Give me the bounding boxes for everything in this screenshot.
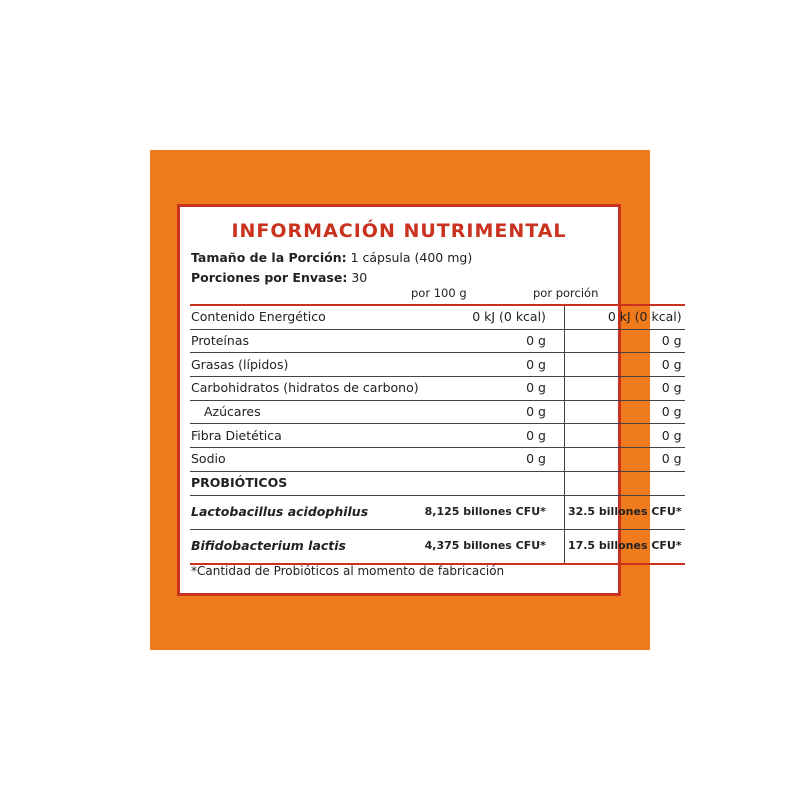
nutrient-perserving: 0 g — [564, 353, 684, 377]
column-header-perserving: por porción — [533, 286, 599, 300]
column-header-per100: por 100 g — [411, 286, 467, 300]
nutrient-per100: 0 g — [422, 424, 565, 448]
table-row — [190, 495, 685, 529]
table-row — [190, 329, 685, 353]
probiotic-per100: 4,375 billones CFU* — [422, 529, 565, 564]
nutrient-name: Contenido Energético — [190, 305, 422, 329]
table-row — [190, 424, 685, 448]
probiotics-heading: PROBIÓTICOS — [190, 471, 422, 495]
nutrient-name: Carbohidratos (hidratos de carbono) — [190, 377, 422, 401]
servings-count-line — [191, 270, 367, 285]
table-row — [190, 377, 685, 401]
nutrient-per100: 0 g — [422, 353, 565, 377]
nutrient-name: Fibra Dietética — [190, 424, 422, 448]
table-row — [190, 529, 685, 564]
nutrient-per100: 0 g — [422, 448, 565, 472]
nutrient-perserving: 0 kJ (0 kcal) — [564, 305, 684, 329]
probiotic-per100: 8,125 billones CFU* — [422, 495, 565, 529]
nutrient-name: Sodio — [190, 448, 422, 472]
nutrient-name: Azúcares — [190, 400, 422, 424]
nutrient-perserving: 0 g — [564, 424, 684, 448]
nutrient-per100: 0 g — [422, 377, 565, 401]
serving-size-line — [191, 250, 472, 265]
nutrient-perserving: 0 g — [564, 377, 684, 401]
empty-cell — [564, 471, 684, 495]
footnote: *Cantidad de Probióticos al momento de fabricación — [191, 564, 505, 578]
table-row — [190, 305, 685, 329]
table-row — [190, 353, 685, 377]
table-row — [190, 448, 685, 472]
serving-size-label: Tamaño de la Porción: — [191, 250, 347, 265]
nutrient-perserving: 0 g — [564, 448, 684, 472]
nutrient-per100: 0 g — [422, 400, 565, 424]
servings-count-label: Porciones por Envase: — [191, 270, 348, 285]
nutrition-panel — [177, 204, 682, 596]
probiotic-name: Lactobacillus acidophilus — [190, 495, 422, 529]
serving-size-value: 1 cápsula (400 mg) — [346, 250, 473, 265]
nutrient-name: Proteínas — [190, 329, 422, 353]
nutrition-table — [190, 304, 685, 565]
nutrient-per100: 0 kJ (0 kcal) — [422, 305, 565, 329]
nutrient-perserving: 0 g — [564, 329, 684, 353]
empty-cell — [422, 471, 565, 495]
probiotic-name: Bifidobacterium lactis — [190, 529, 422, 564]
probiotic-perserving: 32.5 billones CFU* — [564, 495, 684, 529]
servings-count-value: 30 — [347, 270, 368, 285]
table-row — [190, 400, 685, 424]
nutrient-perserving: 0 g — [564, 400, 684, 424]
table-row — [190, 471, 685, 495]
nutrient-per100: 0 g — [422, 329, 565, 353]
probiotic-perserving: 17.5 billones CFU* — [564, 529, 684, 564]
nutrient-name: Grasas (lípidos) — [190, 353, 422, 377]
panel-title: INFORMACIÓN NUTRIMENTAL — [231, 220, 567, 242]
